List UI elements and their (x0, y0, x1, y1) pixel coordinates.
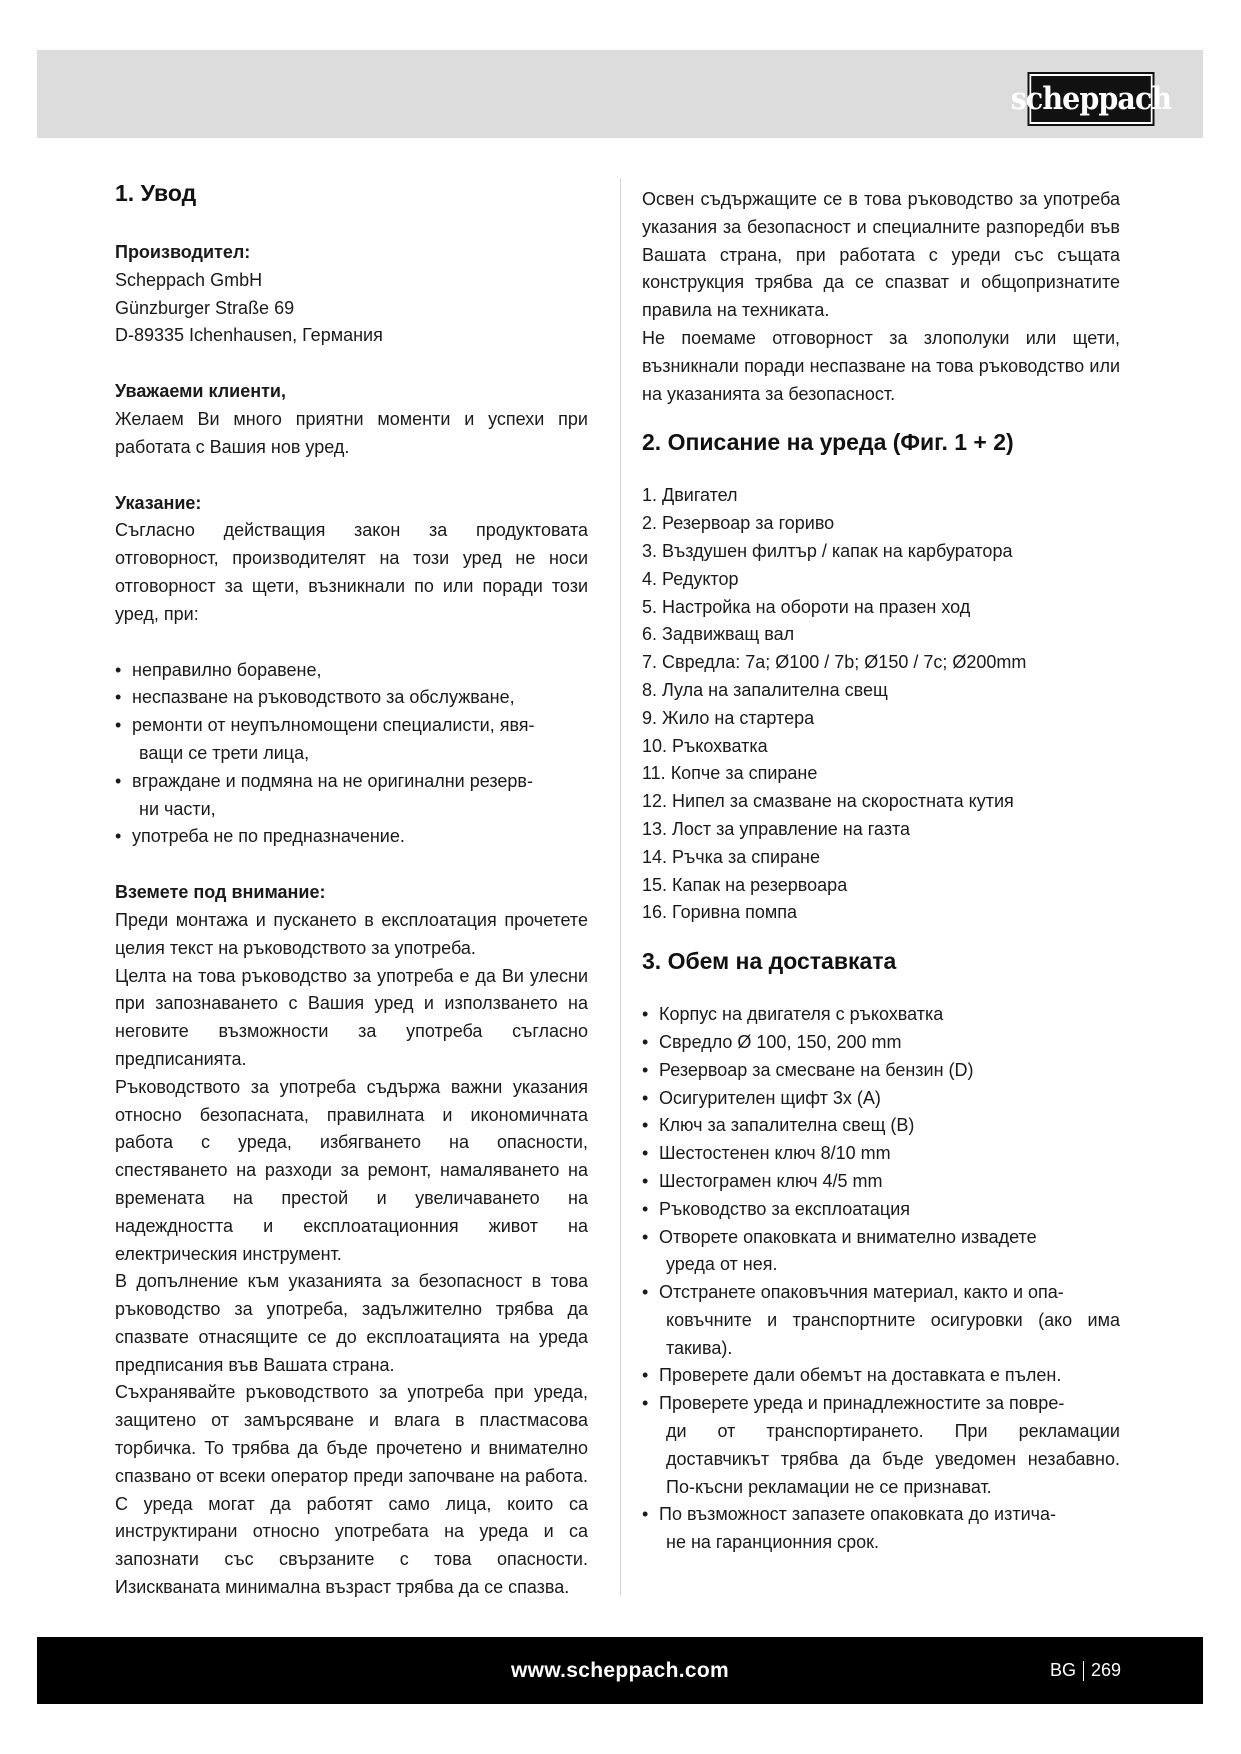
customers-text: Желаем Ви много приятни моменти и успехи при работата с Вашия нов уред. (115, 408, 588, 457)
right-column (642, 186, 1120, 1557)
list-item: • Свредло Ø 100, 150, 200 mm (642, 1029, 1120, 1057)
language-code: BG (1049, 1660, 1076, 1680)
footer-bar (37, 1637, 1203, 1704)
list-item: 14. Ръчка за спиране (642, 846, 820, 867)
header-bar (37, 50, 1203, 138)
list-item: 6. Задвижващ вал (642, 624, 795, 645)
manufacturer-line: Scheppach GmbH (115, 269, 263, 290)
list-item: • Проверете уреда и принадлежностите за повре- ди от транспортирането. При рекламации доставчикът трябва да бъде уведомен незабавно. По-късни рекламации не се признават. (642, 1390, 1120, 1501)
list-item: 9. Жило на стартера (642, 707, 815, 728)
list-item: 8. Лула на запалителна свещ (642, 679, 888, 700)
delivery-bullet-list (642, 1001, 1120, 1557)
list-item: 1. Двигател (642, 485, 738, 506)
list-item: 16. Горивна помпа (642, 902, 798, 923)
list-item: 3. Въздушен филтър / капак на карбуратора (642, 540, 1013, 561)
manufacturer-label: Производител: (115, 242, 251, 262)
list-item: • Ръководство за експлоатация (642, 1196, 1120, 1224)
list-item: • Ключ за запалителна свещ (B) (642, 1112, 1120, 1140)
website-link[interactable]: www.scheppach.com (511, 1658, 729, 1682)
section-2-title: 2. Описание на уреда (Фиг. 1 + 2) (642, 429, 1014, 456)
scheppach-logo: scheppach (1028, 72, 1155, 126)
section-3-title: 3. Обем на доставката (642, 948, 897, 975)
attention-paragraph: Целта на това ръководство за употреба е да Ви улесни при запознаването с Вашия уред и използването на неговите възможности за употреба съгласно предписанията. (115, 965, 588, 1069)
intro-paragraph: Освен съдържащите се в това ръководство за употреба указания за безопасност и специалните разпоредби във Вашата страна, при работата с уреди със същата конструкция трябва да се спазват и общопризнатите правила на техниката. (642, 189, 1120, 321)
list-item: 5. Настройка на обороти на празен ход (642, 596, 971, 617)
list-item: 2. Резервоар за гориво (642, 513, 835, 534)
separator (1083, 1661, 1084, 1681)
attention-paragraph: Ръководството за употреба съдържа важни указания относно безопасната, правилната и икономичната работа с уреда, избягването на опасности, спестяването на разходи за ремонт, намаляването на времената на престой и увеличаването на надеждността и експлоатационния живот на електрическия инструмент. (115, 1076, 588, 1264)
list-item: • По възможност запазете опаковката до изтича- не на гаранционния срок. (642, 1501, 1120, 1557)
list-item: 13. Лост за управление на газта (642, 818, 911, 839)
list-item: • Отстранете опаковъчния материал, както и опа- ковъчните и транспортните осигуровки (ако има такива). (642, 1279, 1120, 1362)
left-column (115, 178, 588, 1602)
list-item: 4. Редуктор (642, 568, 739, 589)
list-item: • Осигурителен щифт 3x (A) (642, 1085, 1120, 1113)
list-item: • употреба не по предназначение. (115, 823, 588, 851)
list-item: 11. Копче за спиране (642, 763, 818, 784)
attention-paragraph: В допълнение към указанията за безопасност в това ръководство за употреба, задължително трябва да спазвате отнасящите се до експлоатацията на уреда предписания във Вашата страна. (115, 1271, 588, 1375)
list-item: 12. Нипел за смазване на скоростната кутия (642, 791, 1014, 812)
customers-label: Уважаеми клиенти, (115, 381, 286, 402)
list-item: • вграждане и подмяна на не оригинални резерв- ни части, (115, 768, 588, 824)
note-bullet-list (115, 657, 588, 852)
list-item: • Проверете дали обемът на доставката е пълен. (642, 1362, 1120, 1390)
list-item: • Резервоар за смесване на бензин (D) (642, 1057, 1120, 1085)
list-item: • неправилно боравене, (115, 657, 588, 685)
column-divider (620, 178, 621, 1596)
list-item: • Шестостенен ключ 8/10 mm (642, 1140, 1120, 1168)
list-item: 10. Ръкохватка (642, 735, 768, 756)
attention-paragraph: Съхранявайте ръководството за употреба при уреда, защитено от замърсяване и влага в пластмасова торбичка. То трябва да бъде прочетено и внимателно спазвано от всеки оператор преди започване на работа. С уреда могат да работят само лица, които са инструктирани относно употребата на уреда и са запознати със свързаните с това опасности. Изискваната минимална възраст трябва да се спазва. (115, 1382, 588, 1598)
intro-paragraph: Не поемаме отговорност за злополуки или щети, възникнали поради неспазване на това ръководство или на указанията за безопасност. (642, 327, 1120, 404)
list-item: 7. Свредла: 7a; Ø100 / 7b; Ø150 / 7c; Ø200mm (642, 652, 1027, 673)
list-item: 15. Капак на резервоара (642, 874, 848, 895)
list-item: • Шестограмен ключ 4/5 mm (642, 1168, 1120, 1196)
list-item: • неспазване на ръководството за обслужване, (115, 684, 588, 712)
page-number: 269 (1090, 1660, 1121, 1680)
page-indicator (1050, 1637, 1121, 1704)
note-label: Указание: (115, 492, 202, 513)
list-item: • Корпус на двигателя с ръкохватка (642, 1001, 1120, 1029)
list-item: • Отворете опаковката и внимателно извадете уреда от нея. (642, 1224, 1120, 1280)
attention-label: Вземете под внимание: (115, 882, 326, 903)
manufacturer-line: D-89335 Ichenhausen, Германия (115, 325, 383, 346)
manufacturer-line: Günzburger Straße 69 (115, 297, 295, 318)
parts-list (642, 482, 1120, 927)
list-item: • ремонти от неупълномощени специалисти, явя- ващи се трети лица, (115, 712, 588, 768)
note-text: Съгласно действащия закон за продуктовата отговорност, производителят на този уред не носи отговорност за щети, възникнали по или поради този уред, при: (115, 520, 588, 624)
attention-paragraph: Преди монтажа и пускането в експлоатация прочетете целия текст на ръководството за употреба. (115, 909, 588, 958)
section-1-title: 1. Увод (115, 180, 197, 206)
